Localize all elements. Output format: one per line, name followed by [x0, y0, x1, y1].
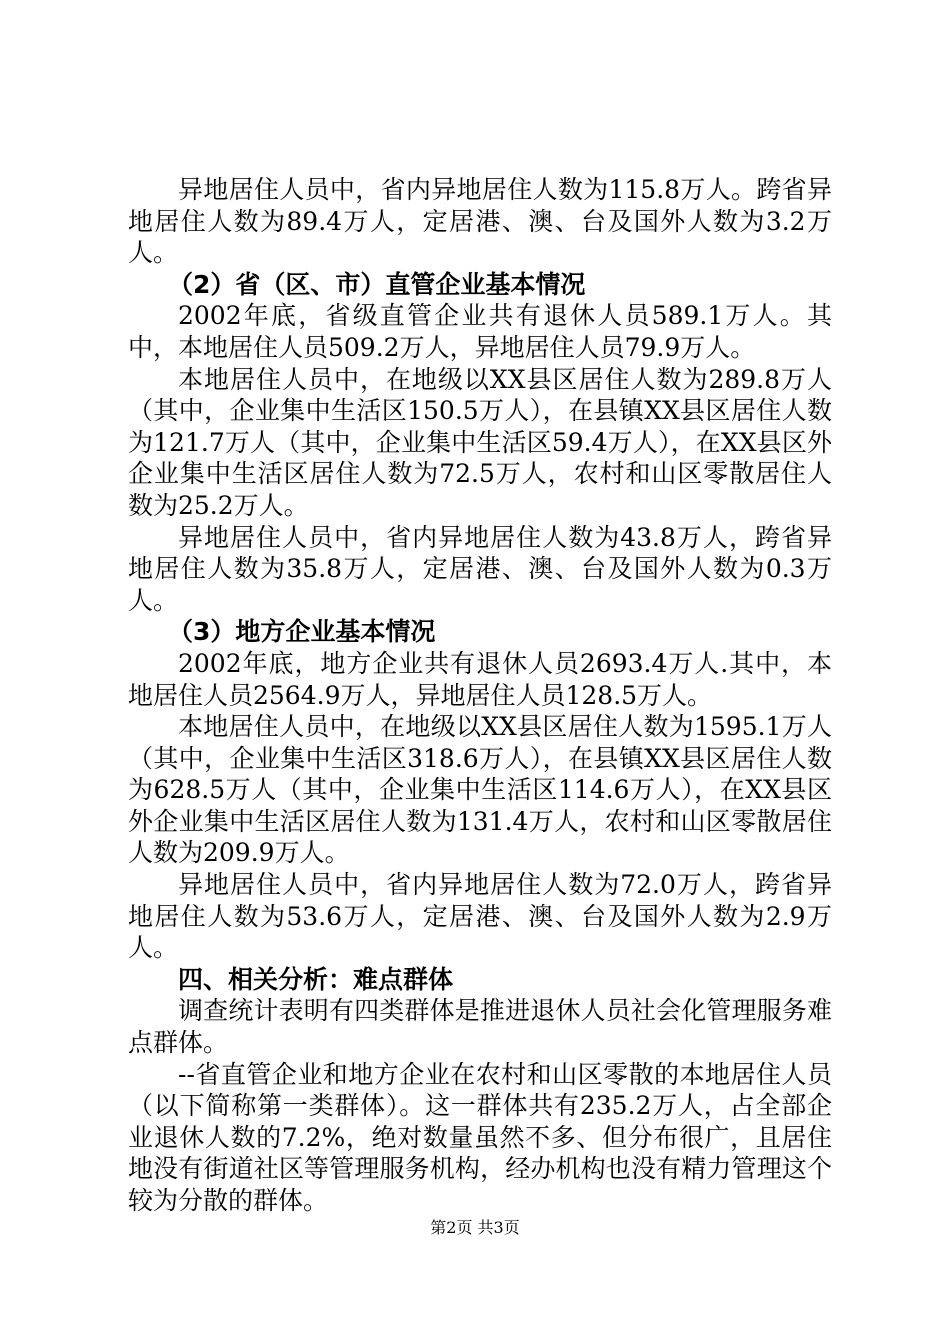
paragraph-local-total: 2002年底，地方企业共有退休人员2693.4万人.其中，本地居住人员2564.9万人，异地居住人员128.5万人。 — [128, 648, 832, 710]
paragraph-local-remote: 异地居住人员中，省内异地居住人数为72.0万人，跨省异地居住人数为53.6万人，定居港、澳、台及国外人数为2.9万人。 — [128, 870, 832, 963]
paragraph-provincial-local: 本地居住人员中，在地级以XX县区居住人数为289.8万人（其中，企业集中生活区150.5万人），在县镇XX县区居住人数为121.7万人（其中，企业集中生活区59.4万人），在XX县区外企业集中生活区居住人数为72.5万人，农村和山区零散居住人数为25.2万人。 — [128, 364, 832, 520]
section-heading-provincial-enterprises: （2）省（区、市）直管企业基本情况 — [168, 269, 586, 299]
page-footer: 第2页 共3页 — [430, 1218, 520, 1237]
paragraph-analysis-intro: 调查统计表明有四类群体是推进退休人员社会化管理服务难点群体。 — [128, 996, 832, 1058]
section-heading-analysis: 四、相关分析：难点群体 — [178, 964, 454, 994]
section-heading-local-enterprises: （3）地方企业基本情况 — [168, 617, 436, 647]
paragraph-group-one: --省直管企业和地方企业在农村和山区零散的本地居住人员（以下简称第一类群体）。这一群体共有235.2万人，占全部企业退休人数的7.2%，绝对数量虽然不多、但分布很广，且居住地没有街道社区等管理服务机构，经办机构也没有精力管理这个较为分散的群体。 — [128, 1059, 832, 1215]
paragraph-overseas-residents-1: 异地居住人员中，省内异地居住人数为115.8万人。跨省异地居住人数为89.4万人，定居港、澳、台及国外人数为3.2万人。 — [128, 175, 832, 268]
paragraph-local-local: 本地居住人员中，在地级以XX县区居住人数为1595.1万人（其中，企业集中生活区318.6万人），在县镇XX县区居住人数为628.5万人（其中，企业集中生活区114.6万人），在XX县区外企业集中生活区居住人数为131.4万人，农村和山区零散居住人数为209.9万人。 — [128, 712, 832, 868]
document-body — [128, 174, 832, 1217]
paragraph-provincial-total: 2002年底，省级直管企业共有退休人员589.1万人。其中，本地居住人员509.2万人，异地居住人员79.9万人。 — [128, 301, 832, 362]
paragraph-provincial-remote: 异地居住人员中，省内异地居住人数为43.8万人，跨省异地居住人数为35.8万人，定居港、澳、台及国外人数为0.3万人。 — [128, 522, 832, 615]
